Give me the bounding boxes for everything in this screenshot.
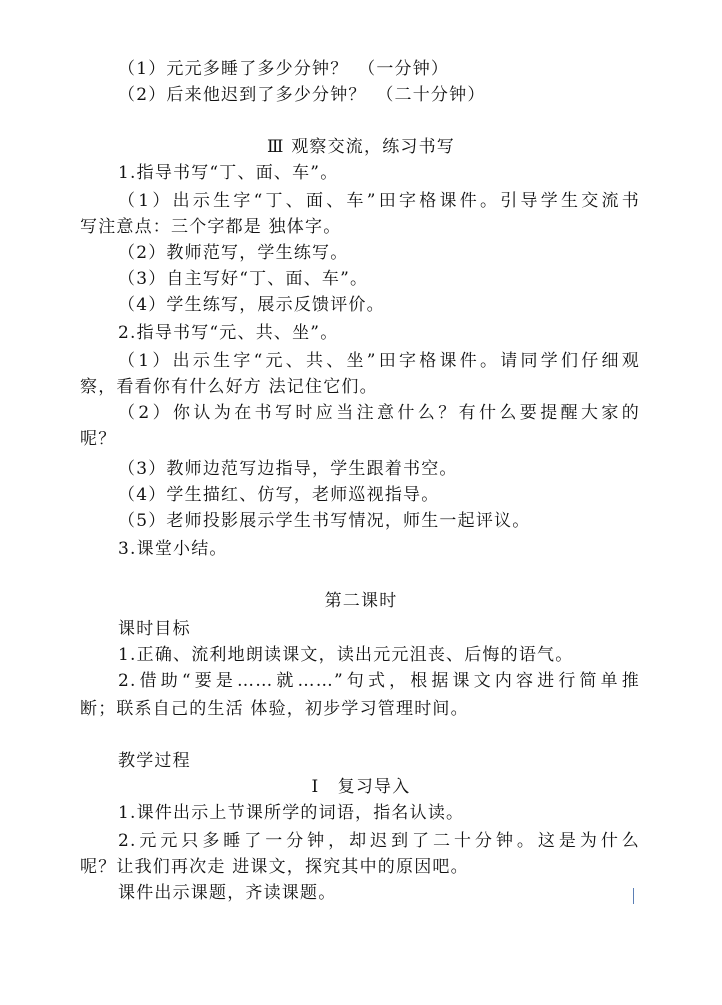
paragraph-line: （5）老师投影展示学生书写情况，师生一起评议。 — [118, 511, 531, 531]
paragraph-line: （4）学生练写，展示反馈评价。 — [118, 295, 385, 315]
paragraph-line: （1）出示生字“丁、面、车”田字格课件。引导学生交流书 — [118, 191, 640, 211]
paragraph-line: （2）你认为在书写时应当注意什么？有什么要提醒大家的 — [118, 403, 640, 423]
paragraph-line: （4）学生描红、仿写，老师巡视指导。 — [118, 485, 440, 505]
question-extra-sleep: （1）元元多睡了多少分钟？ （一分钟） — [118, 59, 450, 79]
subheading-lesson-goals: 课时目标 — [118, 619, 191, 639]
text-cursor-mark — [633, 888, 634, 904]
paragraph-line: 2.借助“要是……就……”句式，根据课文内容进行简单推 — [118, 671, 640, 691]
paragraph-line: （1）出示生字“元、共、坐”田字格课件。请同学们仔细观 — [118, 351, 640, 371]
step-guide-write-1: 1.指导书写“丁、面、车”。 — [118, 163, 339, 183]
paragraph-line: （3）自主写好“丁、面、车”。 — [118, 269, 369, 289]
paragraph-line: 呢？ — [80, 429, 117, 449]
section-heading-second-lesson: 第二课时 — [324, 591, 398, 611]
subheading-teaching-process: 教学过程 — [118, 751, 191, 771]
paragraph-line: （2）教师范写，学生练写。 — [118, 243, 349, 263]
section-heading-observe-write: Ⅲ 观察交流，练习书写 — [267, 137, 455, 157]
step-class-summary: 3.课堂小结。 — [118, 539, 228, 559]
paragraph-line: 1.正确、流利地朗读课文，读出元元沮丧、后悔的语气。 — [118, 645, 574, 665]
paragraph-line: 呢？让我们再次走 进课文，探究其中的原因吧。 — [80, 857, 469, 877]
question-late-minutes: （2）后来他迟到了多少分钟？ （二十分钟） — [118, 85, 486, 105]
section-heading-review-intro: Ⅰ 复习导入 — [311, 777, 411, 797]
paragraph-line: 断；联系自己的生活 体验，初步学习管理时间。 — [80, 699, 469, 719]
paragraph-line: 1.课件出示上节课所学的词语，指名认读。 — [118, 803, 465, 823]
step-guide-write-2: 2.指导书写“元、共、坐”。 — [118, 323, 339, 343]
paragraph-line: 课件出示课题，齐读课题。 — [118, 883, 337, 903]
paragraph-line: 2.元元只多睡了一分钟，却迟到了二十分钟。这是为什么 — [118, 831, 640, 851]
paragraph-line: （3）教师边范写边指导，学生跟着书空。 — [118, 459, 458, 479]
paragraph-line: 写注意点：三个字都是 独体字。 — [80, 217, 342, 237]
paragraph-line: 察，看看你有什么好方 法记住它们。 — [80, 377, 378, 397]
